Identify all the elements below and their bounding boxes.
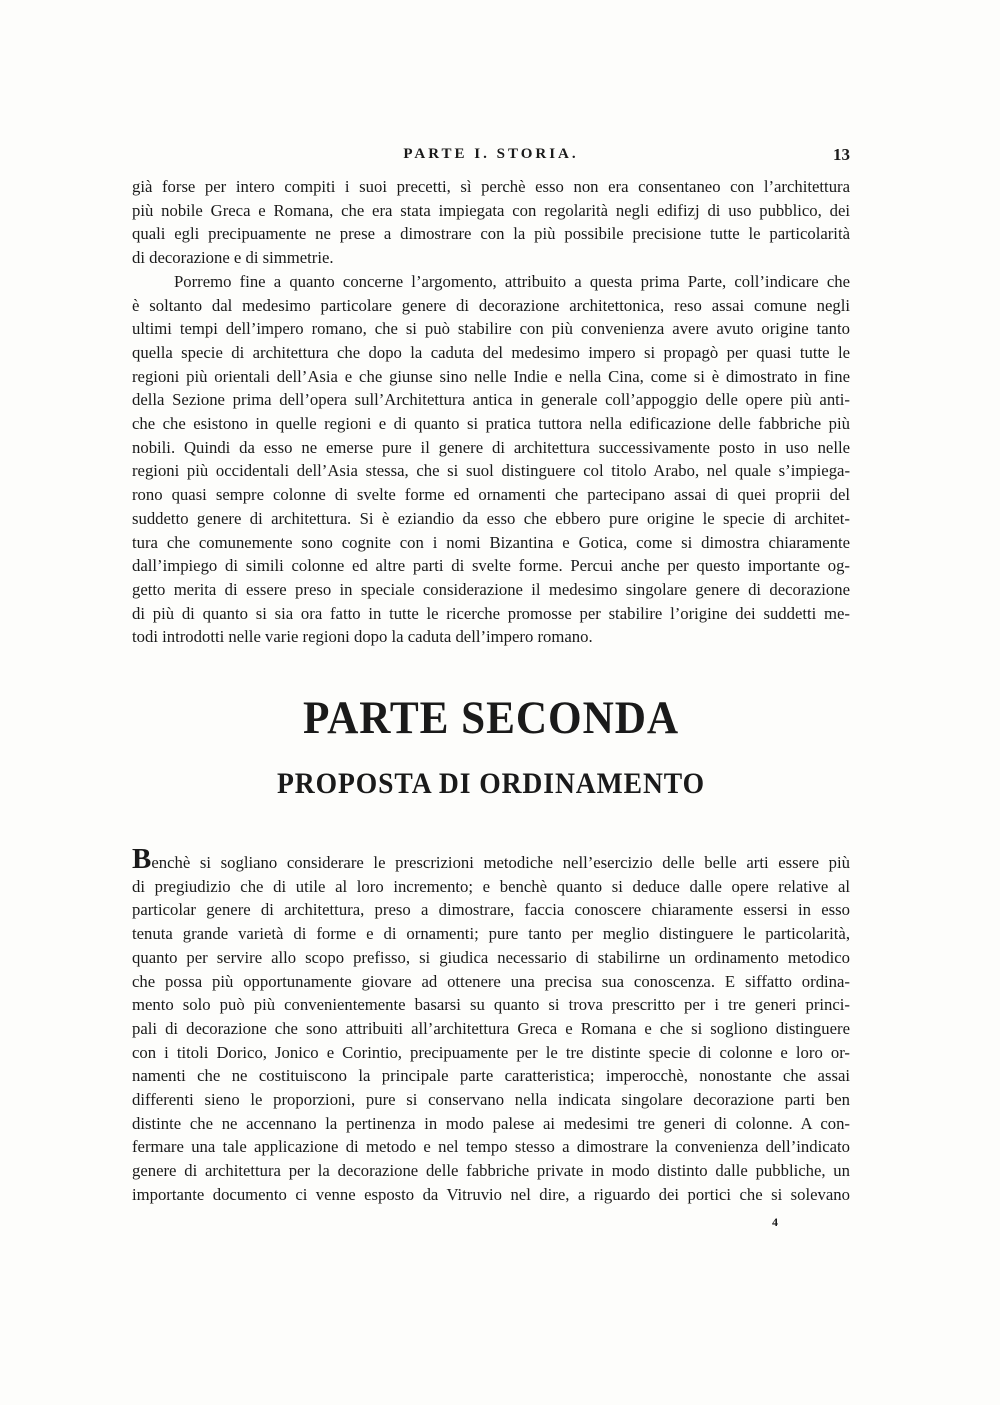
- text-line: suddetto genere di architettura. Si è eziandio da esso che ebbero pure origine le specie di architet-: [132, 508, 850, 528]
- text-line: fermare una tale applicazione di metodo e nel tempo stesso a dimostrare la convenienza dell’indicato: [132, 1137, 850, 1157]
- text-line: già forse per intero compiti i suoi precetti, sì perchè esso non era consentaneo con l’architettura: [132, 177, 850, 196]
- section-title: PARTE SECONDA: [302, 692, 680, 744]
- text-line: ultimi tempi dell’impero romano, che si può stabilire con più convenienza avere avuto origine tanto: [132, 319, 850, 339]
- text-line: tenuta grande varietà di forme e di ornamenti; pure tanto per meglio distinguere le particolarità,: [132, 924, 850, 944]
- text-line: di pregiudizio che di utile al loro incremento; e benchè quanto si deduce dalle opere relative al: [132, 876, 850, 896]
- paragraph-benche: [132, 843, 850, 1207]
- signature-mark: 4: [772, 1215, 778, 1229]
- text-line: di più di quanto si sia ora fatto in tutte le ricerche promosse per stabilire l’origine dei suddetti me-: [132, 603, 850, 623]
- text-line: genere di architettura per la decorazione delle fabbriche private in modo distinto dalle pubbliche, un: [132, 1161, 850, 1181]
- text-line: pali di decorazione che sono attribuiti all’architettura Greca e Romana e che si sogliono distinguere: [132, 1018, 850, 1038]
- running-title: PARTE I. STORIA.: [403, 146, 579, 162]
- text-line: regioni più occidentali dell’Asia stessa, che si suol distinguere col titolo Arabo, nel quale s’impiega-: [132, 461, 850, 481]
- text-line: che che esistono in quelle regioni e di quanto si pratica tuttora nella edificazione delle fabbriche più: [132, 414, 850, 434]
- text-line: getto merita di essere preso in speciale considerazione il medesimo singolare genere di decorazione: [132, 579, 850, 599]
- text-line: mento solo può più convenientemente basarsi su quanto si trova prescritto per i tre generi princi-: [132, 995, 850, 1015]
- text-line: namenti che ne costituiscono la principale parte caratteristica; imperocchè, nonostante che assai: [132, 1066, 850, 1086]
- text-line: con i titoli Dorico, Jonico e Corintio, precipuamente per le tre distinte specie di colonne e loro or-: [132, 1042, 850, 1062]
- text-line: più nobile Greca e Romana, che era stata impiegata con regolarità negli edifizj di uso pubblico, dei: [132, 200, 850, 220]
- text-line: dall’impiego di simili colonne ed altre parti di svelte forme. Percui anche per questo importante og-: [132, 556, 850, 576]
- text-line: di decorazione e di simmetrie.: [132, 248, 334, 268]
- section-subtitle: PROPOSTA DI ORDINAMENTO: [276, 767, 706, 800]
- page-number: 13: [833, 145, 850, 164]
- text-line: quali egli precipuamente ne prese a dimostrare con la più possibile precisione tutte le particolarità: [132, 224, 850, 244]
- running-head: [132, 146, 850, 170]
- text-line: nobili. Quindi da esso ne emerse pure il genere di architettura successivamente posto in uso nelle: [132, 437, 850, 457]
- text-line: della Sezione prima dell’opera sull’Architettura antica in generale coll’appoggio delle opere più anti-: [132, 390, 850, 410]
- text-line: differenti sieno le proporzioni, pure si conservano nella indicata singolare decorazione parti ben: [132, 1090, 850, 1110]
- text-line: particolar genere di architettura, preso a dimostrare, faccia conoscere chiaramente essersi in esso: [132, 900, 850, 920]
- paragraph-continued: [132, 175, 850, 270]
- text-line-first: [132, 843, 850, 875]
- text-line: quanto per servire allo scopo prefisso, si giudica necessario di stabilirne un ordinamento metodico: [132, 947, 850, 967]
- text-line: importante documento ci venne esposto da Vitruvio nel dire, a riguardo dei portici che si solevano: [132, 1184, 850, 1204]
- paragraph-porremo: [132, 270, 850, 649]
- text-line: distinte che ne accennano la pertinenza in modo palese ai medesimi tre generi di colonne. A con-: [132, 1113, 850, 1133]
- text-line: regioni più orientali dell’Asia e che giunse sino nelle Indie e nella Cina, come si è dimostrato in fine: [132, 366, 850, 386]
- bottom-text-block: [132, 843, 850, 1207]
- text-line: che possa più opportunamente giovare ad ottenere una precisa sua conoscenza. E siffatto ordina-: [132, 971, 850, 991]
- text-line-first-rest: enchè si sogliano considerare le prescrizioni metodiche nell’esercizio delle belle arti essere più: [151, 853, 850, 872]
- text-line: todi introdotti nelle varie regioni dopo la caduta dell’impero romano.: [132, 627, 593, 647]
- drop-cap: B: [132, 843, 152, 875]
- text-line: Porremo fine a quanto concerne l’argomento, attribuito a questa prima Parte, coll’indicare che: [174, 271, 850, 291]
- top-text-block: [132, 175, 850, 649]
- text-line: tura che comunemente sono cognite con i nomi Bizantina e Gotica, come si dimostra chiaramente: [132, 532, 850, 552]
- text-line: quella specie di architettura che dopo la caduta del medesimo impero si propagò per quasi tutte le: [132, 342, 850, 362]
- text-line: è soltanto dal medesimo particolare genere di decorazione architettonica, reso assai comune negli: [132, 295, 850, 315]
- text-line: rono quasi sempre colonne di svelte forme ed ornamenti che partecipano assai di quei proprii del: [132, 485, 850, 505]
